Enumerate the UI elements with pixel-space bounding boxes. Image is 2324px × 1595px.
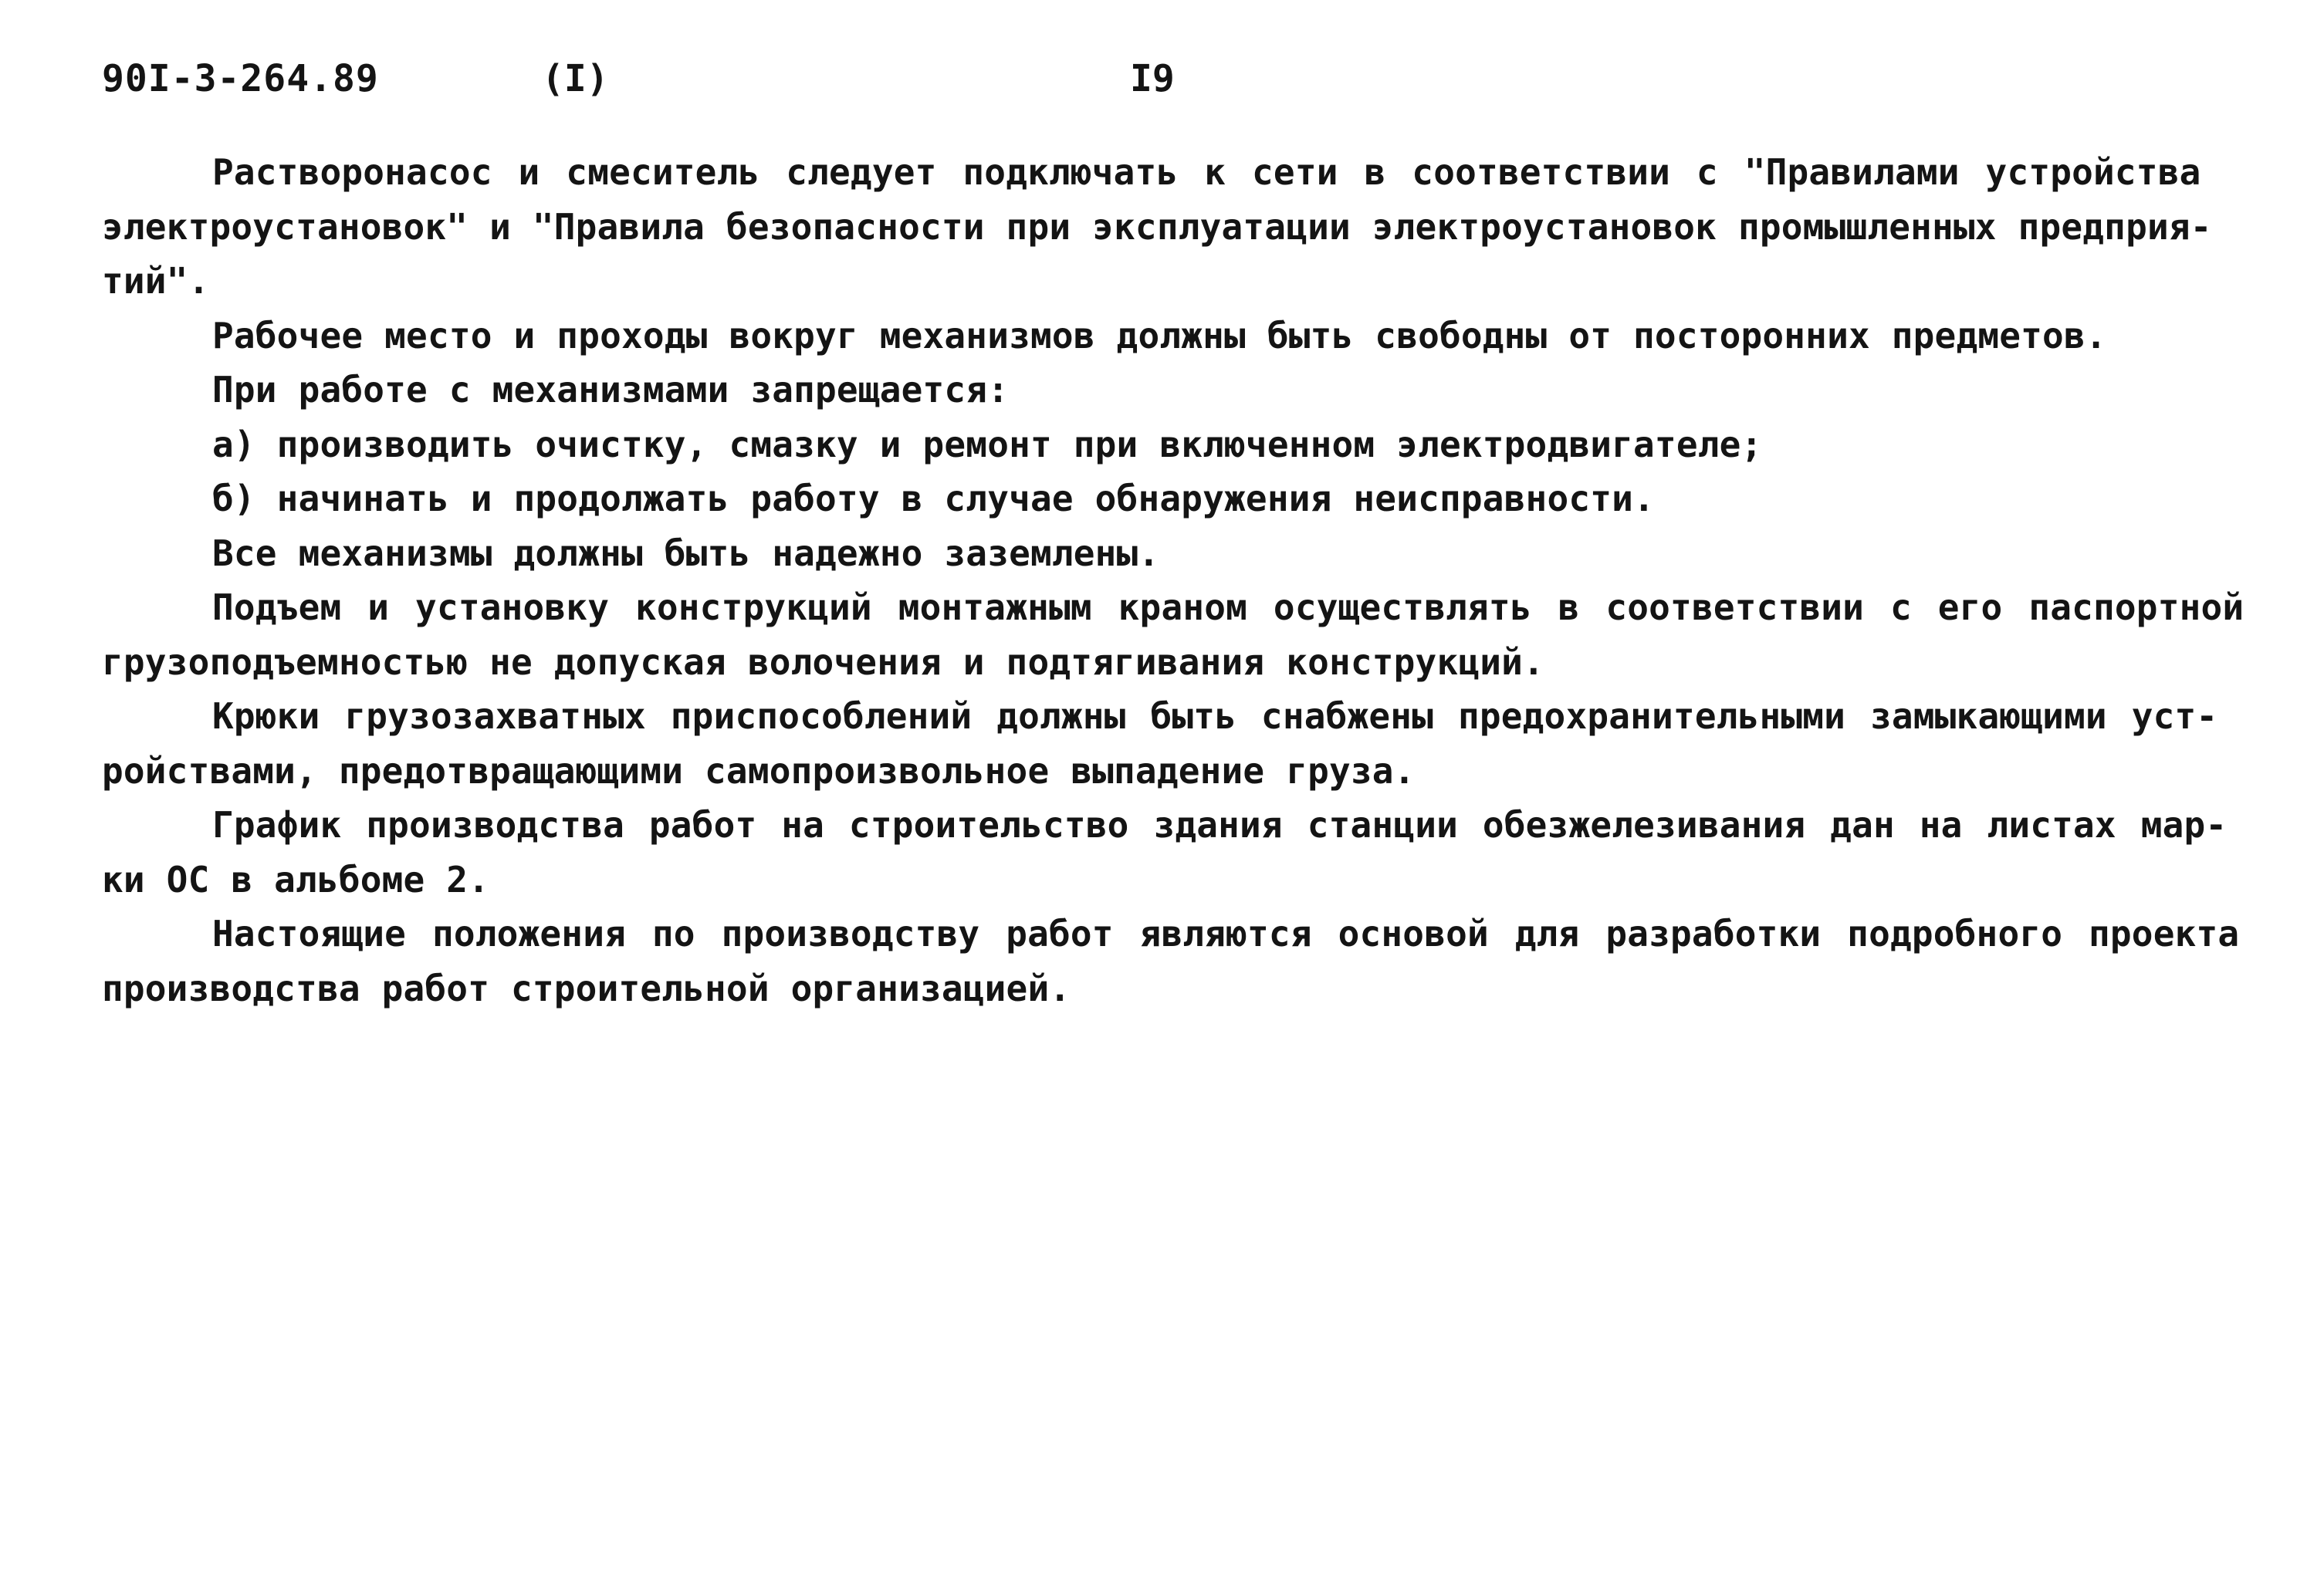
text-line: ки ОС в альбоме 2. xyxy=(102,858,490,901)
text-line: Рабочее место и проходы вокруг механизмов должны быть свободны от посторонних предметов. xyxy=(212,314,2107,357)
body-text xyxy=(102,145,2248,1015)
text-line: грузоподъемностью не допуская волочения и подтягивания конструкций. xyxy=(102,640,1544,683)
text-line: Растворонасос и смеситель следует подключать к сети в соответствии с "Правилами устройства xyxy=(212,151,2201,193)
text-line: ройствами, предотвращающими самопроизвольное выпадение груза. xyxy=(102,749,1416,792)
text-line: а) производить очистку, смазку и ремонт при включенном электродвигателе; xyxy=(212,423,1763,465)
text-line: электроустановок" и "Правила безопасности при эксплуатации электроустановок промышленных предприя- xyxy=(102,205,2212,248)
text-line: б) начинать и продолжать работу в случае обнаружения неисправности. xyxy=(212,478,1655,519)
text-line: График производства работ на строительство здания станции обезжелезивания дан на листах мар- xyxy=(212,804,2228,846)
text-line: Крюки грузозахватных приспособлений должны быть снабжены предохранительными замыкающими уст- xyxy=(212,695,2218,737)
text-line: Подъем и установку конструкций монтажным краном осуществлять в соответствии с его паспортной xyxy=(212,586,2245,628)
document-code: 90I-3-264.89 xyxy=(102,57,379,100)
page-number: I9 xyxy=(1130,57,1175,100)
text-line: Все механизмы должны быть надежно заземлены. xyxy=(212,532,1160,574)
part-number: (I) xyxy=(542,57,609,100)
text-line: Настоящие положения по производству работ являются основой для разработки подробного проекта xyxy=(212,913,2240,955)
text-line: тий". xyxy=(102,260,210,302)
page-header xyxy=(102,48,1414,110)
text-line: При работе с механизмами запрещается: xyxy=(212,369,1010,411)
text-line: производства работ строительной организацией. xyxy=(102,967,1071,1009)
